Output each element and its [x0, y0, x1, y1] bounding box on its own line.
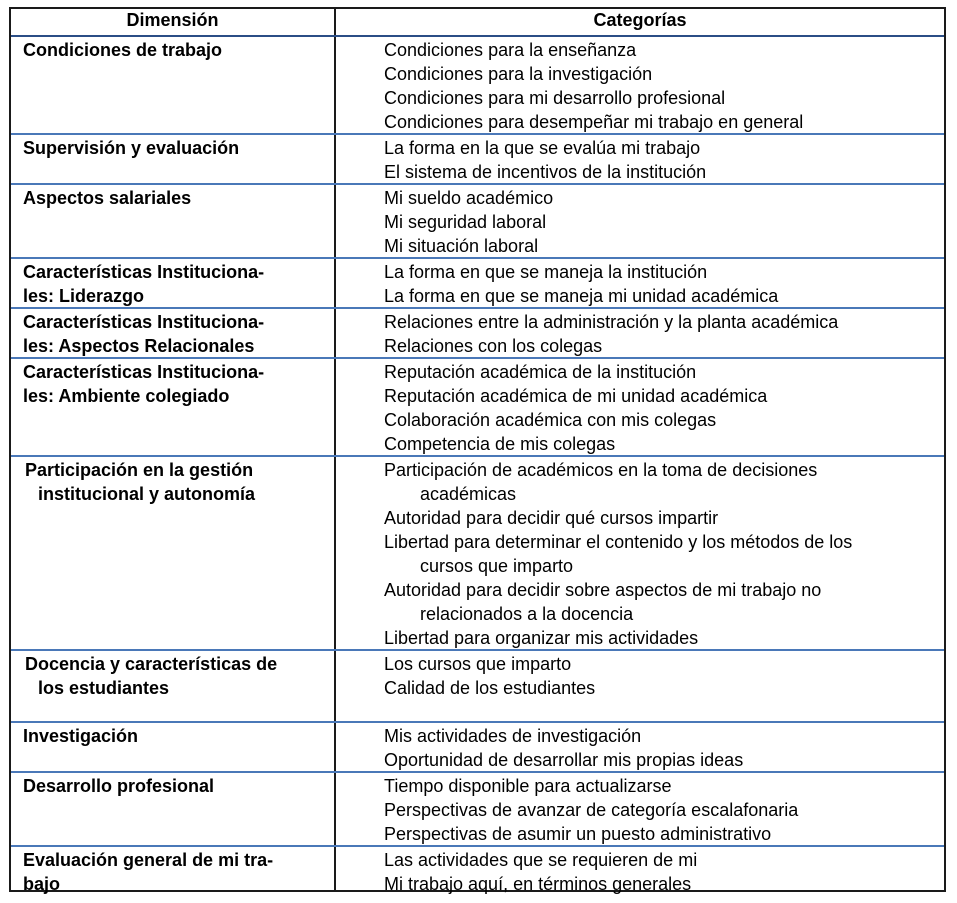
category-item: Perspectivas de avanzar de categoría escalafonaria [384, 800, 799, 820]
table-header [11, 9, 944, 33]
column-divider [334, 9, 336, 890]
category-item: Autoridad para decidir sobre aspectos de mi trabajo no [384, 580, 822, 600]
category-item: La forma en que se maneja mi unidad académica [384, 286, 779, 306]
categories-cell [384, 136, 936, 184]
category-item: La forma en la que se evalúa mi trabajo [384, 138, 701, 158]
category-item: Participación de académicos en la toma de decisiones [384, 460, 818, 480]
dimension-cell [23, 310, 323, 358]
categories-cell [384, 38, 936, 134]
dimension-text: Evaluación general de mi tra- [23, 850, 274, 870]
category-item: Mi trabajo aquí, en términos generales [384, 874, 692, 894]
categories-cell [384, 310, 936, 358]
category-item: Reputación académica de mi unidad académica [384, 386, 768, 406]
dimension-cell [23, 774, 323, 798]
row-separator [11, 35, 944, 37]
category-item: Calidad de los estudiantes [384, 678, 596, 698]
category-item: Mi sueldo académico [384, 188, 554, 208]
dimension-cell [25, 652, 325, 700]
dimension-cell [23, 38, 323, 62]
categories-cell [384, 724, 936, 772]
category-item: El sistema de incentivos de la institución [384, 162, 707, 182]
dimension-text: Aspectos salariales [23, 188, 192, 208]
categories-cell [384, 774, 936, 846]
category-item: Las actividades que se requieren de mi [384, 850, 698, 870]
category-item: Condiciones para desempeñar mi trabajo en general [384, 112, 804, 132]
dimension-text: Características Instituciona- [23, 362, 265, 382]
category-item: Colaboración académica con mis colegas [384, 410, 717, 430]
categories-cell [384, 652, 936, 700]
dimension-text: Condiciones de trabajo [23, 40, 223, 60]
dimension-text: Desarrollo profesional [23, 776, 215, 796]
dimension-text: los estudiantes [38, 678, 170, 698]
category-item: Mis actividades de investigación [384, 726, 642, 746]
dimension-text: les: Ambiente colegiado [23, 386, 230, 406]
categories-cell [384, 260, 936, 308]
category-item: Competencia de mis colegas [384, 434, 616, 454]
dimension-text: Supervisión y evaluación [23, 138, 240, 158]
categories-cell [384, 186, 936, 258]
category-item: Perspectivas de asumir un puesto administrativo [384, 824, 772, 844]
category-item: Mi situación laboral [384, 236, 539, 256]
header-dimension: Dimensión [126, 10, 219, 30]
satisfaction-table [9, 7, 946, 892]
dimension-cell [23, 848, 323, 896]
dimension-cell [25, 458, 325, 506]
category-item: cursos que imparto [420, 556, 574, 576]
dimension-cell [23, 136, 323, 160]
dimension-cell [23, 260, 323, 308]
categories-cell [384, 848, 936, 896]
dimension-text: Características Instituciona- [23, 262, 265, 282]
category-item: académicas [420, 484, 517, 504]
dimension-text: Docencia y características de [25, 654, 278, 674]
category-item: Relaciones entre la administración y la planta académica [384, 312, 839, 332]
dimension-text: les: Liderazgo [23, 286, 145, 306]
dimension-text: Participación en la gestión [25, 460, 254, 480]
category-item: relacionados a la docencia [420, 604, 634, 624]
category-item: Oportunidad de desarrollar mis propias ideas [384, 750, 744, 770]
dimension-cell [23, 360, 323, 408]
category-item: Los cursos que imparto [384, 654, 572, 674]
dimension-text: Investigación [23, 726, 139, 746]
categories-cell [384, 458, 936, 650]
category-item: Tiempo disponible para actualizarse [384, 776, 672, 796]
dimension-text: Características Instituciona- [23, 312, 265, 332]
category-item: Relaciones con los colegas [384, 336, 603, 356]
header-categories: Categorías [593, 10, 687, 30]
category-item: Autoridad para decidir qué cursos impartir [384, 508, 719, 528]
category-item: Condiciones para la investigación [384, 64, 653, 84]
category-item: Condiciones para mi desarrollo profesional [384, 88, 726, 108]
dimension-text: institucional y autonomía [38, 484, 256, 504]
dimension-cell [23, 724, 323, 748]
category-item: Libertad para determinar el contenido y los métodos de los [384, 532, 853, 552]
category-item: Condiciones para la enseñanza [384, 40, 637, 60]
category-item: La forma en que se maneja la institución [384, 262, 708, 282]
categories-cell [384, 360, 936, 456]
category-item: Mi seguridad laboral [384, 212, 547, 232]
row-separator [11, 721, 944, 723]
dimension-cell [23, 186, 323, 210]
dimension-text: bajo [23, 874, 61, 894]
category-item: Reputación académica de la institución [384, 362, 697, 382]
category-item: Libertad para organizar mis actividades [384, 628, 699, 648]
dimension-text: les: Aspectos Relacionales [23, 336, 255, 356]
